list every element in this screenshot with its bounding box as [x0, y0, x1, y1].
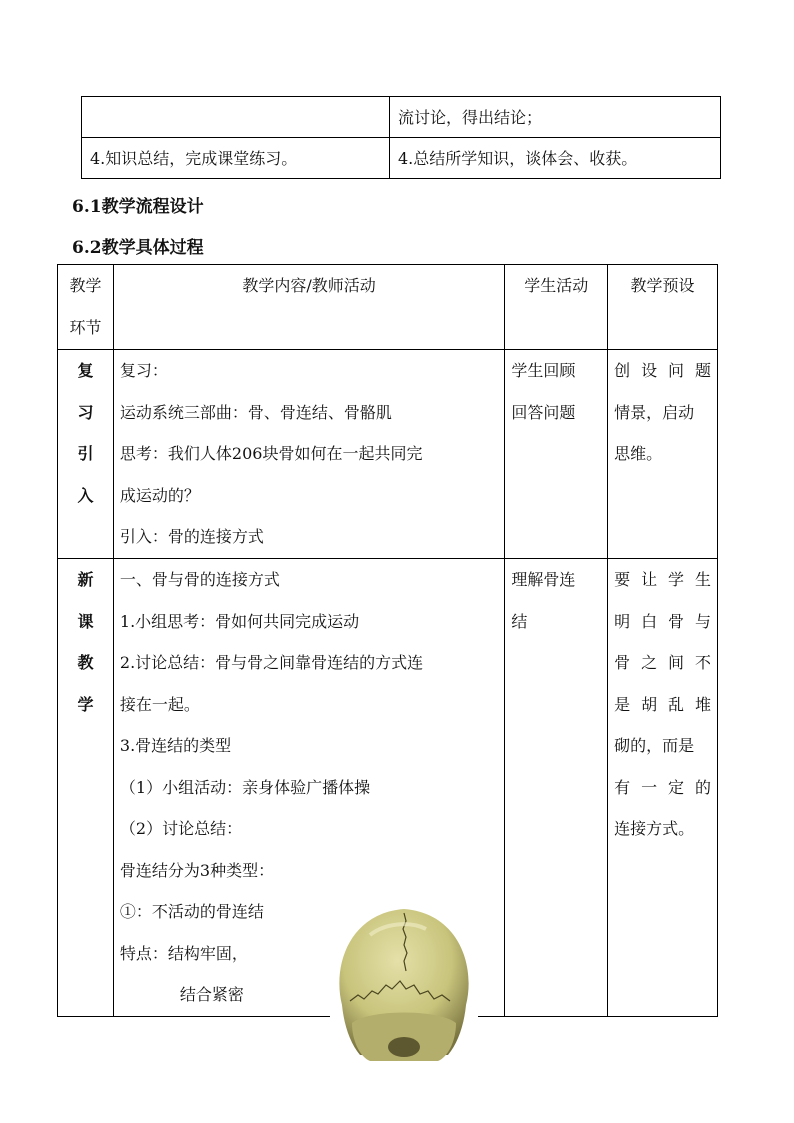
stage-char: 学 — [77, 694, 94, 714]
stage-cell — [58, 350, 114, 559]
preset-line: 砌的，而是 — [614, 736, 695, 755]
content-line: 3.骨连结的类型 — [119, 736, 232, 755]
preset-line: 是胡乱堆 — [614, 694, 711, 714]
table-cell: 流讨论，得出结论； — [390, 97, 721, 138]
preset-cell — [608, 559, 718, 1017]
content-line: 一、骨与骨的连接方式 — [119, 570, 280, 589]
content-line: 结合紧密 — [179, 985, 244, 1004]
content-line: ①：不活动的骨连结 — [119, 902, 264, 921]
stage-char: 新 — [77, 570, 94, 589]
skull-illustration — [330, 905, 478, 1063]
content-line: （1）小组活动：亲身体验广播体操 — [119, 777, 371, 797]
process-table — [57, 264, 718, 1017]
stage-char: 习 — [77, 402, 94, 422]
preset-line: 情景，启动 — [614, 402, 695, 422]
table-row — [58, 350, 718, 559]
header-stage-line: 环节 — [69, 317, 102, 337]
preset-line: 创设问题 — [614, 361, 711, 380]
stage-cell — [58, 559, 114, 1017]
content-line: 思考：我们人体206块骨如何在一起共同完 — [119, 444, 423, 463]
header-stage — [58, 265, 114, 350]
content-line: 引入：骨的连接方式 — [119, 527, 264, 546]
stage-char: 教 — [77, 653, 94, 672]
student-line: 回答问题 — [511, 402, 576, 422]
stage-char: 引 — [77, 444, 94, 463]
stage-char: 复 — [77, 361, 94, 380]
preset-line: 连接方式。 — [614, 819, 695, 838]
table-cell: 4.总结所学知识，谈体会、收获。 — [390, 138, 721, 179]
preset-line: 要让学生 — [614, 570, 711, 589]
table-cell — [82, 97, 390, 138]
header-stage-line: 教学 — [69, 276, 102, 295]
student-cell — [505, 559, 608, 1017]
table-row — [82, 138, 721, 179]
preset-line: 明白骨与 — [614, 611, 711, 631]
content-cell — [113, 350, 504, 559]
content-line: 2.讨论总结：骨与骨之间靠骨连结的方式连 — [119, 653, 424, 672]
header-student: 学生活动 — [505, 265, 608, 350]
content-line: 1.小组思考：骨如何共同完成运动 — [119, 611, 360, 631]
student-line: 结 — [511, 611, 528, 631]
section-heading-flow-design: 6.1教学流程设计 — [72, 197, 204, 217]
student-cell — [505, 350, 608, 559]
preset-line: 有一定的 — [614, 777, 711, 797]
preset-line: 骨之间不 — [614, 653, 711, 672]
section-heading-process: 6.2教学具体过程 — [72, 238, 204, 258]
preset-cell — [608, 350, 718, 559]
preset-line: 思维。 — [614, 444, 663, 463]
table-cell: 4.知识总结，完成课堂练习。 — [82, 138, 390, 179]
content-line: 骨连结分为3种类型： — [119, 860, 275, 880]
student-line: 理解骨连 — [511, 570, 576, 589]
content-line: 运动系统三部曲：骨、骨连结、骨骼肌 — [119, 402, 392, 422]
stage-char: 入 — [77, 485, 94, 505]
table-header-row — [58, 265, 718, 350]
content-line: （2）讨论总结： — [119, 819, 243, 838]
content-line: 接在一起。 — [119, 694, 200, 714]
header-content: 教学内容/教师活动 — [113, 265, 504, 350]
skull-foramen — [388, 1037, 420, 1057]
student-line: 学生回顾 — [511, 361, 576, 380]
header-preset: 教学预设 — [608, 265, 718, 350]
summary-table — [81, 96, 721, 179]
content-line: 成运动的？ — [119, 485, 200, 505]
content-line: 复习： — [119, 361, 168, 380]
stage-char: 课 — [77, 611, 94, 631]
table-row — [82, 97, 721, 138]
content-line: 特点：结构牢固， — [119, 943, 248, 963]
